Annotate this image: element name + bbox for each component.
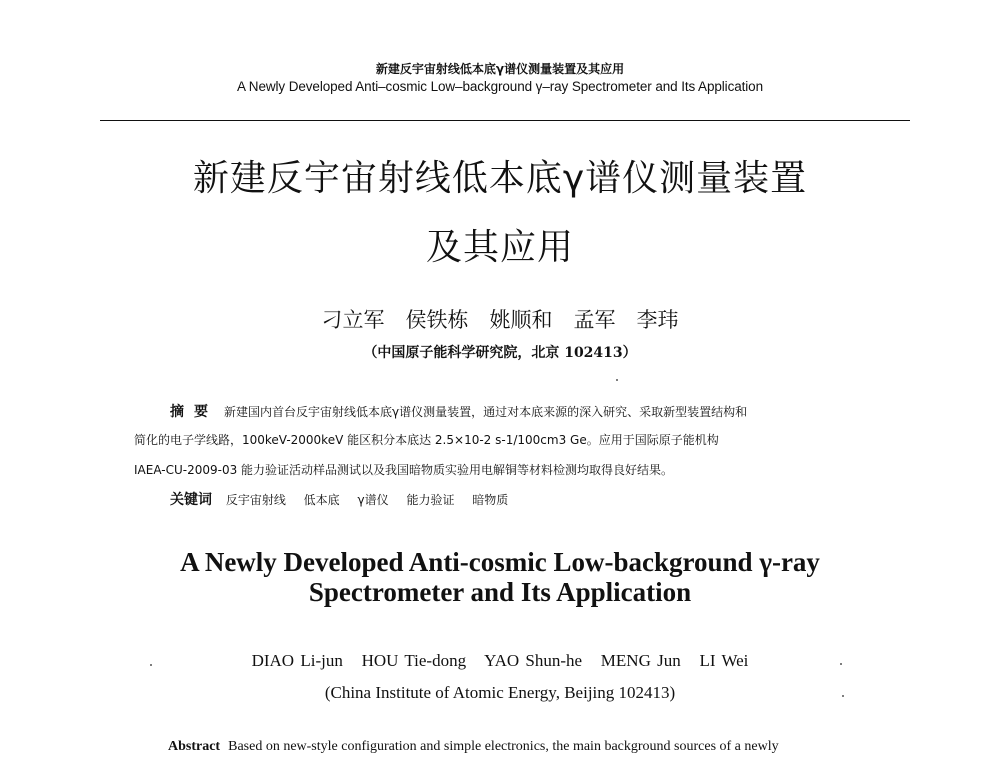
title-en-line2: Spectrometer and Its Application	[308, 577, 692, 607]
scan-speck	[842, 695, 844, 697]
abstract-cn-label: 摘要	[170, 404, 218, 420]
title-en-line1: A Newly Developed Anti-cosmic Low-background γ-ray	[180, 547, 820, 577]
affiliation-cn: （中国原子能科学研究院，北京 102413）	[363, 345, 637, 361]
title-cn-line2: 及其应用	[425, 227, 574, 268]
abstract-en	[168, 739, 779, 755]
keyword-item: 低本底	[303, 493, 340, 507]
keywords-cn	[170, 489, 522, 509]
keyword-item: 反宇宙射线	[225, 493, 286, 507]
running-header-cn: 新建反宇宙射线低本底γ谱仪测量装置及其应用	[375, 62, 625, 76]
affiliation-en: (China Institute of Atomic Energy, Beijing 102413)	[324, 683, 676, 702]
scan-speck	[840, 663, 842, 665]
keywords-cn-label: 关键词	[170, 492, 212, 508]
authors-en: DIAO Li-jun HOU Tie-dong YAO Shun-he MENG Jun LI Wei	[251, 651, 749, 670]
keyword-item: 暗物质	[472, 493, 509, 507]
scan-speck	[616, 379, 618, 381]
abstract-cn-line1: 新建国内首台反宇宙射线低本底γ谱仪测量装置，通过对本底来源的深入研究、采取新型装置结构和	[224, 405, 748, 419]
abstract-cn	[134, 401, 874, 421]
scan-speck	[150, 664, 152, 666]
abstract-cn-line3: IAEA-CU-2009-03 能力验证活动样品测试以及我国暗物质实验用电解铜等材料检测均取得良好结果。	[134, 463, 674, 477]
header-rule	[100, 120, 910, 121]
authors-cn: 刁立军 侯铁栋 姚顺和 孟军 李玮	[321, 308, 679, 332]
keyword-item: 能力验证	[406, 493, 455, 507]
keyword-item: γ谱仪	[357, 493, 389, 507]
abstract-en-text: Based on new-style configuration and simple electronics, the main background sources of a newly	[228, 739, 779, 754]
running-header-en: A Newly Developed Anti–cosmic Low–background γ–ray Spectrometer and Its Application	[237, 79, 763, 94]
abstract-en-label: Abstract	[168, 739, 221, 754]
abstract-cn-line2: 简化的电子学线路，100keV-2000keV 能区积分本底达 2.5×10-2 s-1/100cm3 Ge。应用于国际原子能机构	[134, 433, 719, 447]
title-cn-line1: 新建反宇宙射线低本底γ谱仪测量装置	[192, 158, 808, 199]
